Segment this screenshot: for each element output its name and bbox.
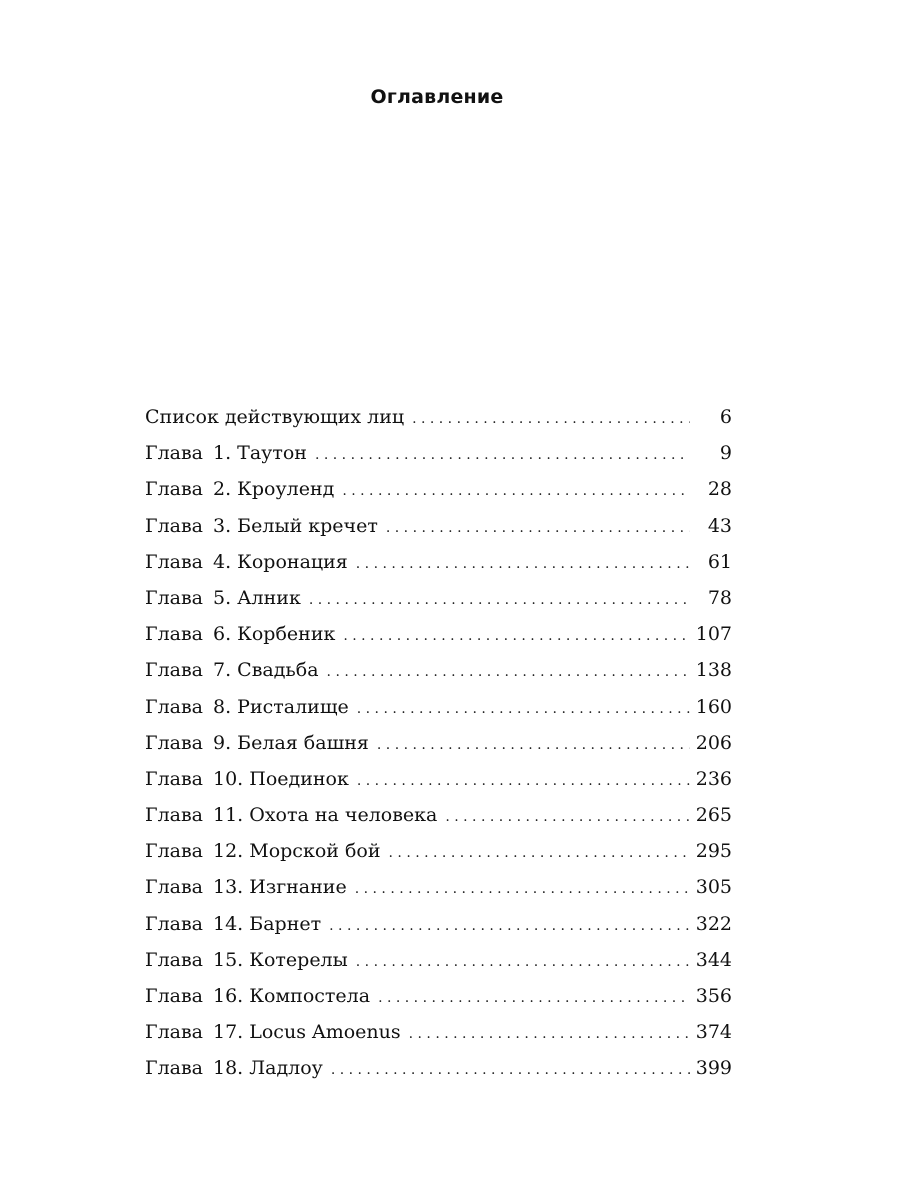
toc-entry-7[interactable]: [145, 656, 732, 692]
toc-entry-prefix: Глава: [145, 659, 204, 682]
dot-leader: [342, 477, 690, 505]
dot-leader: [356, 550, 690, 578]
dot-leader: [329, 912, 690, 940]
toc-entry-12[interactable]: [145, 837, 732, 873]
toc-entry-page: 322: [695, 912, 732, 935]
toc-entry-title: 14. Барнет: [213, 912, 322, 935]
toc-entry-16[interactable]: [145, 982, 732, 1018]
toc-entry-9[interactable]: [145, 729, 732, 765]
toc-entry-0[interactable]: [145, 403, 732, 439]
toc-entry-title: Список действующих лиц: [145, 406, 405, 428]
toc-entry-page: 6: [719, 406, 732, 428]
toc-entry-18[interactable]: [145, 1054, 732, 1090]
toc-entry-title: 4. Коронация: [213, 550, 348, 573]
dot-leader: [356, 948, 690, 976]
toc-entry-prefix: Глава: [145, 840, 204, 863]
toc-entry-13[interactable]: [145, 873, 732, 909]
toc-entry-prefix: Глава: [145, 731, 204, 754]
toc-entry-title: 10. Поединок: [213, 767, 349, 790]
dot-leader: [412, 405, 690, 433]
toc-entry-prefix: Глава: [145, 586, 204, 609]
toc-entry-17[interactable]: [145, 1018, 732, 1054]
toc-entry-page: 61: [707, 550, 732, 573]
toc-entry-title: 7. Свадьба: [213, 659, 319, 682]
toc-entry-title: 11. Охота на человека: [213, 804, 438, 827]
toc-entry-prefix: Глава: [145, 948, 204, 971]
toc-entry-page: 43: [707, 514, 732, 537]
dot-leader: [343, 622, 690, 650]
toc-entry-title: 1. Таутон: [213, 442, 307, 465]
toc-entry-prefix: Глава: [145, 876, 204, 899]
toc-list: [145, 403, 732, 1091]
dot-leader: [409, 1020, 690, 1048]
toc-entry-8[interactable]: [145, 693, 732, 729]
toc-entry-prefix: Глава: [145, 985, 204, 1007]
toc-entry-page: 305: [695, 876, 732, 899]
dot-leader: [331, 1056, 690, 1084]
toc-entry-6[interactable]: [145, 620, 732, 656]
toc-entry-2[interactable]: [145, 475, 732, 511]
toc-entry-page: 138: [695, 659, 732, 682]
toc-entry-3[interactable]: [145, 512, 732, 548]
toc-entry-page: 344: [695, 948, 732, 971]
toc-entry-title: 18. Ладлоу: [213, 1057, 323, 1080]
toc-entry-prefix: Глава: [145, 1021, 204, 1044]
toc-entry-prefix: Глава: [145, 804, 204, 827]
toc-entry-prefix: Глава: [145, 550, 204, 573]
toc-entry-5[interactable]: [145, 584, 732, 620]
toc-entry-prefix: Глава: [145, 623, 204, 646]
toc-entry-14[interactable]: [145, 910, 732, 946]
dot-leader: [309, 586, 690, 614]
toc-entry-title: 6. Корбеник: [213, 623, 336, 646]
dot-leader: [327, 658, 690, 686]
dot-leader: [386, 514, 690, 542]
dot-leader: [377, 731, 690, 759]
dot-leader: [378, 984, 690, 1012]
toc-entry-page: 160: [695, 695, 732, 718]
dot-leader: [315, 441, 690, 469]
toc-entry-page: 206: [695, 731, 732, 754]
toc-entry-title: 17. Locus Amoenus: [213, 1021, 401, 1044]
toc-heading: Оглавление: [370, 86, 504, 108]
toc-entry-1[interactable]: [145, 439, 732, 475]
toc-entry-title: 12. Морской бой: [213, 840, 381, 863]
toc-entry-title: 5. Алник: [213, 586, 301, 609]
toc-entry-title: 9. Белая башня: [213, 731, 369, 754]
toc-entry-prefix: Глава: [145, 695, 204, 718]
toc-entry-title: 15. Котерелы: [213, 948, 348, 971]
toc-entry-15[interactable]: [145, 946, 732, 982]
toc-entry-page: 295: [695, 840, 732, 863]
toc-entry-prefix: Глава: [145, 442, 204, 465]
toc-entry-title: 3. Белый кречет: [213, 514, 378, 537]
toc-entry-11[interactable]: [145, 801, 732, 837]
toc-entry-page: 399: [695, 1057, 732, 1080]
toc-entry-prefix: Глава: [145, 912, 204, 935]
toc-entry-page: 9: [719, 442, 732, 465]
dot-leader: [389, 839, 690, 867]
toc-entry-page: 265: [695, 804, 732, 827]
dot-leader: [357, 767, 690, 795]
toc-entry-prefix: Глава: [145, 514, 204, 537]
toc-entry-page: 356: [695, 985, 732, 1007]
toc-entry-4[interactable]: [145, 548, 732, 584]
toc-entry-10[interactable]: [145, 765, 732, 801]
toc-entry-page: 78: [707, 586, 732, 609]
toc-entry-page: 107: [695, 623, 732, 646]
toc-entry-title: 2. Кроуленд: [213, 478, 335, 501]
dot-leader: [355, 875, 690, 903]
toc-entry-page: 28: [707, 478, 732, 501]
toc-entry-title: 8. Ристалище: [213, 695, 349, 718]
toc-entry-prefix: Глава: [145, 1057, 204, 1080]
dot-leader: [357, 695, 690, 723]
toc-entry-title: 16. Компостела: [213, 985, 371, 1007]
toc-entry-page: 236: [695, 767, 732, 790]
dot-leader: [445, 803, 690, 831]
toc-entry-prefix: Глава: [145, 478, 204, 501]
toc-entry-title: 13. Изгнание: [213, 876, 347, 899]
toc-entry-prefix: Глава: [145, 767, 204, 790]
toc-entry-page: 374: [695, 1021, 732, 1044]
